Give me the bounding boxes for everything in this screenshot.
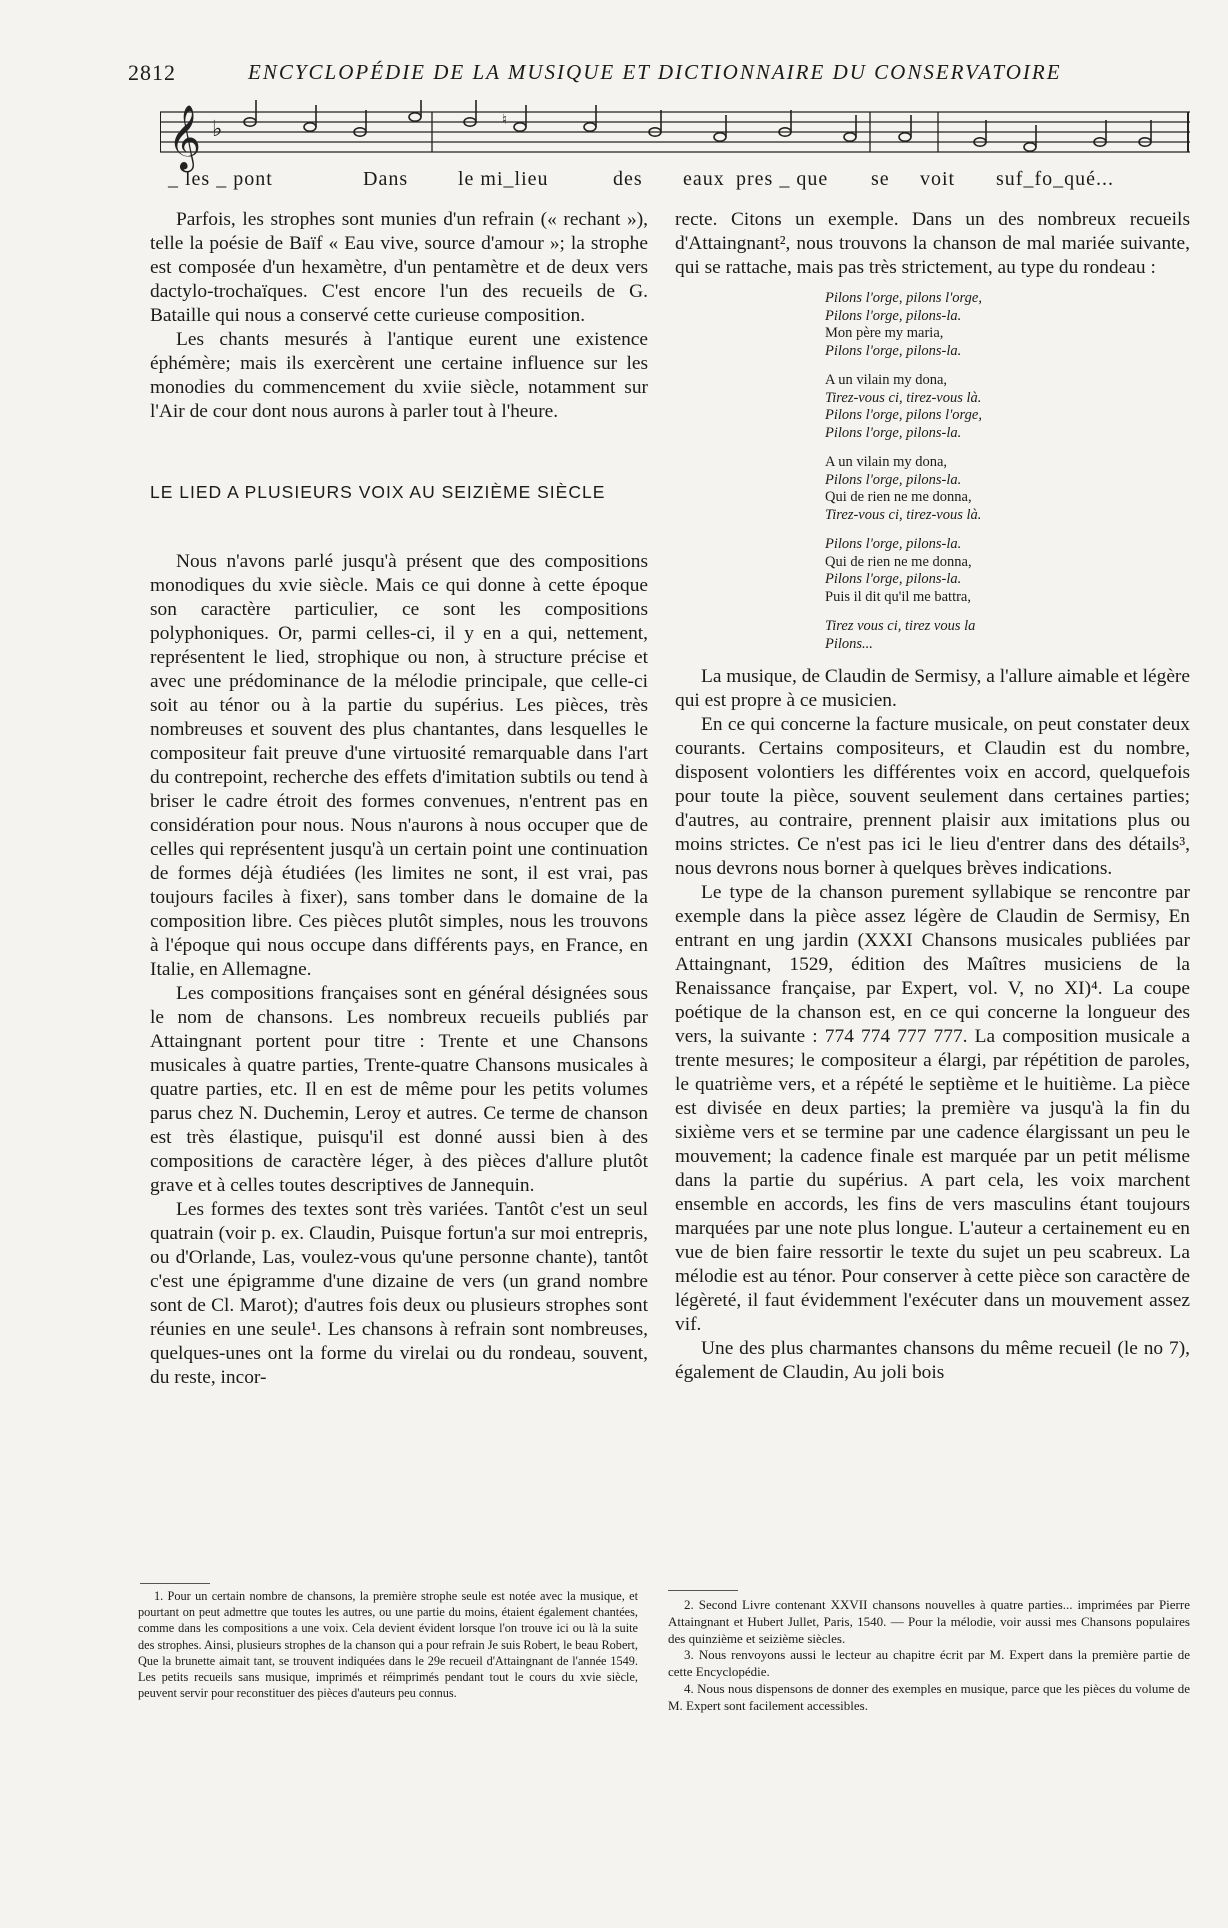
poem-stanza [825, 618, 1190, 653]
poem-line: Mon père my maria, [825, 325, 944, 341]
poem-line: Pilons l'orge, pilons l'orge, [825, 407, 982, 423]
paragraph: Le type de la chanson purement syllabique se rencontre par exemple dans la pièce assez légère de Claudin de Sermisy, En entrant en ung jardin (XXXI Chansons musicales publiées par Attaingnant, 1529, édition des Maîtres musiciens de la Renaissance française, par Expert, vol. V, no XI)⁴. La coupe poétique de la chanson est, en ce qui concerne la longueur des vers, la suivante : 774 774 777 777. La composition musicale a trente mesures; le compositeur a élargi, par répétition de paroles, le quatrième vers, et a répété le septième et le huitième. La pièce est divisée en deux parties; la première va jusqu'à la fin du sixième vers et se termine par une cadence élargissant un peu le mouvement; la cadence finale est marquée par un petit mélisme dans la partie du supérius. A part cela, les voix marchent ensemble en accords, les fins de vers masculins étant toujours marquées par une note plus longue. L'auteur a certainement eu en vue de bien faire ressortir le texte du sujet un peu scabreux. La mélodie est au ténor. Pour conserver à cette pièce son caractère de légèreté, il faut évidemment l'exécuter dans un mouvement assez vif. [675, 882, 1190, 1335]
lyric-syllable: suf_fo_qué... [996, 168, 1114, 190]
poem-line: Pilons l'orge, pilons l'orge, [825, 290, 982, 306]
paragraph: La musique, de Claudin de Sermisy, a l'allure aimable et légère qui est propre à ce musicien. [675, 666, 1190, 711]
notes [244, 100, 1151, 151]
flat-icon: ♭ [212, 117, 223, 142]
page-number: 2812 [128, 60, 176, 85]
poem-line: Pilons l'orge, pilons-la. [825, 342, 962, 359]
running-title: ENCYCLOPÉDIE DE LA MUSIQUE ET DICTIONNAIRE DU CONSERVATOIRE [248, 60, 1062, 84]
poem [825, 290, 1190, 653]
footnote: 4. Nous nous dispensons de donner des exemples en musique, parce que les pièces du volume de M. Expert sont facilement accessibles. [668, 1680, 1190, 1713]
lyric-syllable: le mi_lieu [458, 168, 549, 190]
paragraph: Parfois, les strophes sont munies d'un refrain (« rechant »), telle la poésie de Baïf « Eau vive, source d'amour »; la strophe est composée d'un hexamètre, d'un pentamètre et de deux vers dactylo-trochaïques. C'est encore l'un des recueils de G. Bataille qui nous a conservé cette curieuse composition. [150, 209, 648, 326]
treble-clef-icon: 𝄞 [168, 105, 202, 170]
footnote-rule [668, 1590, 738, 1591]
poem-line: Pilons l'orge, pilons-la. [825, 424, 962, 441]
poem-line: A un vilain my dona, [825, 454, 948, 470]
left-column [150, 208, 648, 1390]
page-header [128, 60, 1078, 88]
paragraph: Les compositions françaises sont en général désignées sous le nom de chansons. Les nombreux recueils publiés par Attaingnant portent pour titre : Trente et une Chansons musicales à quatre parties, Trente-quatre Chansons musicales à quatre parties, etc. Il en est de même pour les petits volumes parus chez N. Duchemin, Leroy et autres. Ce terme de chanson est très élastique, puisqu'il est donné aussi bien à des compositions de caractère léger, à des pièces d'allure plutôt grave et à celles toutes descriptives de Jannequin. [150, 983, 648, 1196]
paragraph: Une des plus charmantes chansons du même recueil (le no 7), également de Claudin, Au joli bois [675, 1338, 1190, 1383]
lyric-syllable: Dans [363, 168, 409, 190]
lyric-syllable: _ les _ pont [168, 168, 273, 190]
svg-text:♮: ♮ [502, 112, 508, 128]
lyric-syllable: pres _ que [736, 168, 829, 190]
footnotes-right [668, 1597, 1190, 1715]
footnotes-left [138, 1588, 638, 1701]
music-lyrics [168, 168, 1168, 198]
poem-line: Pilons l'orge, pilons-la. [825, 571, 962, 587]
poem-line: Pilons l'orge, pilons-la. [825, 307, 962, 324]
footnote: 3. Nous renvoyons aussi le lecteur au chapitre écrit par M. Expert dans la première partie de cette Encyclopédie. [668, 1647, 1190, 1680]
lyric-syllable: voit [920, 168, 956, 190]
lyric-syllable: des [613, 168, 643, 190]
lyric-syllable: se [871, 168, 890, 190]
poem-line: A un vilain my dona, [825, 372, 948, 388]
poem-line: Qui de rien ne me donna, [825, 489, 972, 505]
footnote: 2. Second Livre contenant XXVII chansons nouvelles à quatre parties... imprimées par Pierre Attaingnant et Hubert Jullet, Paris, 1540. — Pour la mélodie, voir aussi mes Chansons populaires des quinzième et seizième siècles. [668, 1597, 1190, 1646]
lyric-syllable: eaux [683, 168, 725, 190]
poem-line: Tirez-vous ci, tirez-vous là. [825, 506, 982, 523]
section-heading: LE LIED A PLUSIEURS VOIX AU SEIZIÈME SIÈCLE [150, 482, 606, 502]
paragraph: recte. Citons un exemple. Dans un des nombreux recueils d'Attaingnant², nous trouvons la chanson de mal mariée suivante, qui se rattache, mais pas très strictement, au type du rondeau : [675, 209, 1190, 278]
poem-line: Pilons l'orge, pilons-la. [825, 471, 962, 488]
poem-stanza [825, 290, 1190, 360]
footnote-rule [140, 1583, 210, 1584]
paragraph: Nous n'avons parlé jusqu'à présent que des compositions monodiques du xvie siècle. Mais ce qui donne à cette époque son caractère particulier, ce sont les compositions polyphoniques. Or, parmi celles-ci, il y en a qui, nettement, représentent le lied, strophique ou non, à structure précise et avec une prédominance de la mélodie principale, que celle-ci soit au ténor ou à la partie du supérius. Les pièces, très nombreuses et souvent des plus chantantes, dans lesquelles le compositeur fait preuve d'une virtuosité remarquable dans l'art du contrepoint, recherche des effets d'imitation subtils ou tend à briser le cadre étroit des formes convenues, n'entrent pas en considération pour nous. Nous n'aurons à nous occuper que de celles qui représentent jusqu'à un certain point une continuation de formes déjà étudiées (les limites ne sont, il est vrai, pas toujours faciles à fixer), sans tomber dans le domaine de la composition libre. Ces pièces plutôt simples, nous les trouvons à l'époque qui nous occupe dans différents pays, en France, en Italie, en Allemagne. [150, 551, 648, 980]
right-column [675, 208, 1190, 1385]
paragraph: Les formes des textes sont très variées. Tantôt c'est un seul quatrain (voir p. ex. Claudin, Puisque fortun'a sur moi entrepris, ou d'Orlande, Las, voulez-vous qu'une personne chante), tantôt c'est une épigramme d'une dizaine de vers (un grand nombre sont de Cl. Marot); d'autres fois deux ou plusieurs strophes sont réunies en une seule¹. Les chansons à refrain sont nombreuses, quelques-unes ont la forme du virelai ou du rondeau, souvent, du reste, incor- [150, 1199, 648, 1388]
footnote: 1. Pour un certain nombre de chansons, la première strophe seule est notée avec la musique, et pourtant on peut admettre que toutes les autres, ou une partie du moins, étaient également chantées, comme dans les compositions a une voix. Cela devient évident lorsque l'on trouve ici ou là la suite des strophes. Ainsi, plusieurs strophes de la chanson qui a pour refrain Je suis Robert, le beau Robert, Que la brunette aimait tant, se trouvent indiquées dans le 29e recueil d'Attaingnant de l'année 1549. Les petits recueils sans musique, imprimés et réimprimés pendant tout le cours du xvie siècle, peuvent servir pour reconstituer des pièces d'auteurs peu connus. [138, 1589, 638, 1701]
paragraph: Les chants mesurés à l'antique eurent une existence éphémère; mais ils exercèrent une certaine influence sur les monodies du commencement du xviie siècle, notamment sur l'Air de cour dont nous aurons à parler tout à l'heure. [150, 329, 648, 422]
poem-stanza [825, 454, 1190, 524]
poem-line: Tirez-vous ci, tirez-vous là. [825, 389, 982, 406]
poem-line: Pilons l'orge, pilons-la. [825, 536, 962, 552]
poem-line: Tirez vous ci, tirez vous la [825, 618, 976, 634]
poem-line: Puis il dit qu'il me battra, [825, 588, 971, 605]
poem-stanza [825, 536, 1190, 606]
poem-line: Qui de rien ne me donna, [825, 553, 972, 570]
paragraph: En ce qui concerne la facture musicale, on peut constater deux courants. Certains compositeurs, et Claudin est du nombre, disposent volontiers les différentes voix en accord, quelquefois pour toute la pièce, souvent seulement dans certaines parties; d'autres, au contraire, prennent plaisir aux imitations plus ou moins strictes. Ce n'est pas ici le lieu d'entrer dans des détails³, nous devrons nous borner à quelques brèves indications. [675, 714, 1190, 879]
poem-stanza [825, 372, 1190, 442]
poem-line: Pilons... [825, 635, 873, 652]
